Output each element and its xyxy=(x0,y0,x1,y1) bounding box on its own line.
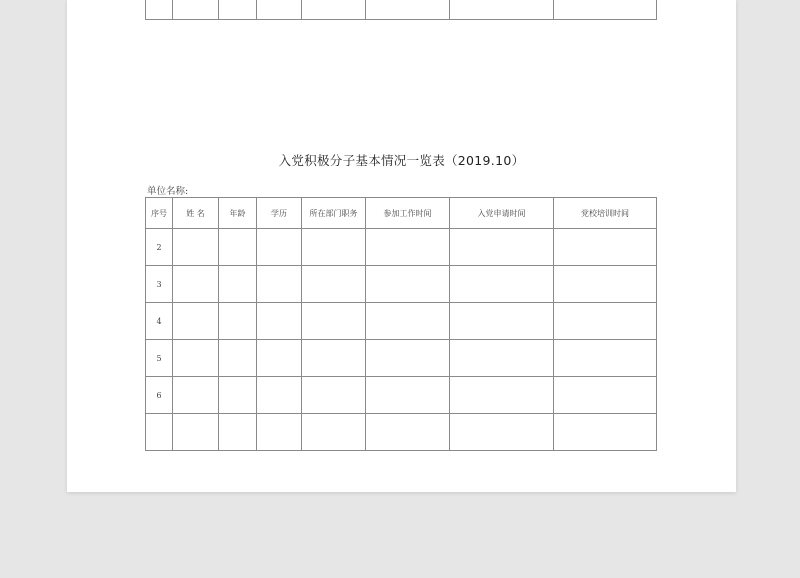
table-cell xyxy=(257,340,302,377)
table-cell xyxy=(302,303,366,340)
table-header-row xyxy=(146,198,657,229)
table-cell xyxy=(366,414,450,451)
table-cell xyxy=(257,229,302,266)
table-row xyxy=(146,229,657,266)
table-cell xyxy=(450,229,554,266)
table-cell xyxy=(257,414,302,451)
table-cell xyxy=(219,377,257,414)
table-cell xyxy=(554,414,657,451)
table-cell xyxy=(450,414,554,451)
table-cell xyxy=(302,414,366,451)
table-cell xyxy=(173,377,219,414)
table-cell xyxy=(366,0,450,20)
table-cell xyxy=(173,414,219,451)
table-row xyxy=(146,266,657,303)
table-cell xyxy=(554,229,657,266)
table-cell xyxy=(257,0,302,20)
row-index: 5 xyxy=(146,340,173,377)
row-index: 6 xyxy=(146,377,173,414)
table-cell xyxy=(173,266,219,303)
table-cell xyxy=(219,340,257,377)
table-cell xyxy=(302,377,366,414)
row-index: 3 xyxy=(146,266,173,303)
table-cell xyxy=(219,303,257,340)
table-cell xyxy=(173,340,219,377)
table-cell xyxy=(302,266,366,303)
table-cell xyxy=(366,303,450,340)
table-row xyxy=(146,303,657,340)
table-cell xyxy=(366,340,450,377)
table-cell xyxy=(219,266,257,303)
header-education: 学历 xyxy=(257,198,302,229)
table-cell xyxy=(257,266,302,303)
header-department-position: 所在部门职务 xyxy=(302,198,366,229)
header-application-date: 入党申请时间 xyxy=(450,198,554,229)
table-cell xyxy=(554,266,657,303)
member-table xyxy=(145,197,657,451)
table-cell xyxy=(173,229,219,266)
table-cell xyxy=(219,414,257,451)
table-cell xyxy=(302,0,366,20)
row-index: 2 xyxy=(146,229,173,266)
table-cell xyxy=(173,0,219,20)
table-cell xyxy=(219,0,257,20)
table-cell xyxy=(173,303,219,340)
table-cell xyxy=(554,340,657,377)
row-index xyxy=(146,414,173,451)
table-row xyxy=(146,414,657,451)
table-cell xyxy=(257,303,302,340)
table-cell xyxy=(554,0,657,20)
header-age: 年龄 xyxy=(219,198,257,229)
table-cell xyxy=(450,303,554,340)
header-index: 序号 xyxy=(146,198,173,229)
table-cell xyxy=(450,377,554,414)
table-cell xyxy=(366,229,450,266)
header-training-date: 党校培训时间 xyxy=(554,198,657,229)
table-cell xyxy=(554,377,657,414)
row-index: 4 xyxy=(146,303,173,340)
table-cell xyxy=(450,266,554,303)
table-cell xyxy=(302,340,366,377)
header-name: 姓 名 xyxy=(173,198,219,229)
table-cell xyxy=(554,303,657,340)
header-work-start-date: 参加工作时间 xyxy=(366,198,450,229)
table-cell xyxy=(450,0,554,20)
document-page xyxy=(67,0,736,492)
table-cell xyxy=(219,229,257,266)
table-cell xyxy=(366,266,450,303)
table-row xyxy=(146,340,657,377)
table-row xyxy=(146,0,657,20)
previous-table-fragment xyxy=(145,0,657,20)
unit-name-label: 单位名称: xyxy=(147,186,189,197)
document-title: 入党积极分子基本情况一览表（2019.10） xyxy=(278,153,525,168)
table-cell xyxy=(146,0,173,20)
table-cell xyxy=(302,229,366,266)
table-cell xyxy=(450,340,554,377)
table-cell xyxy=(366,377,450,414)
table-cell xyxy=(257,377,302,414)
table-row xyxy=(146,377,657,414)
